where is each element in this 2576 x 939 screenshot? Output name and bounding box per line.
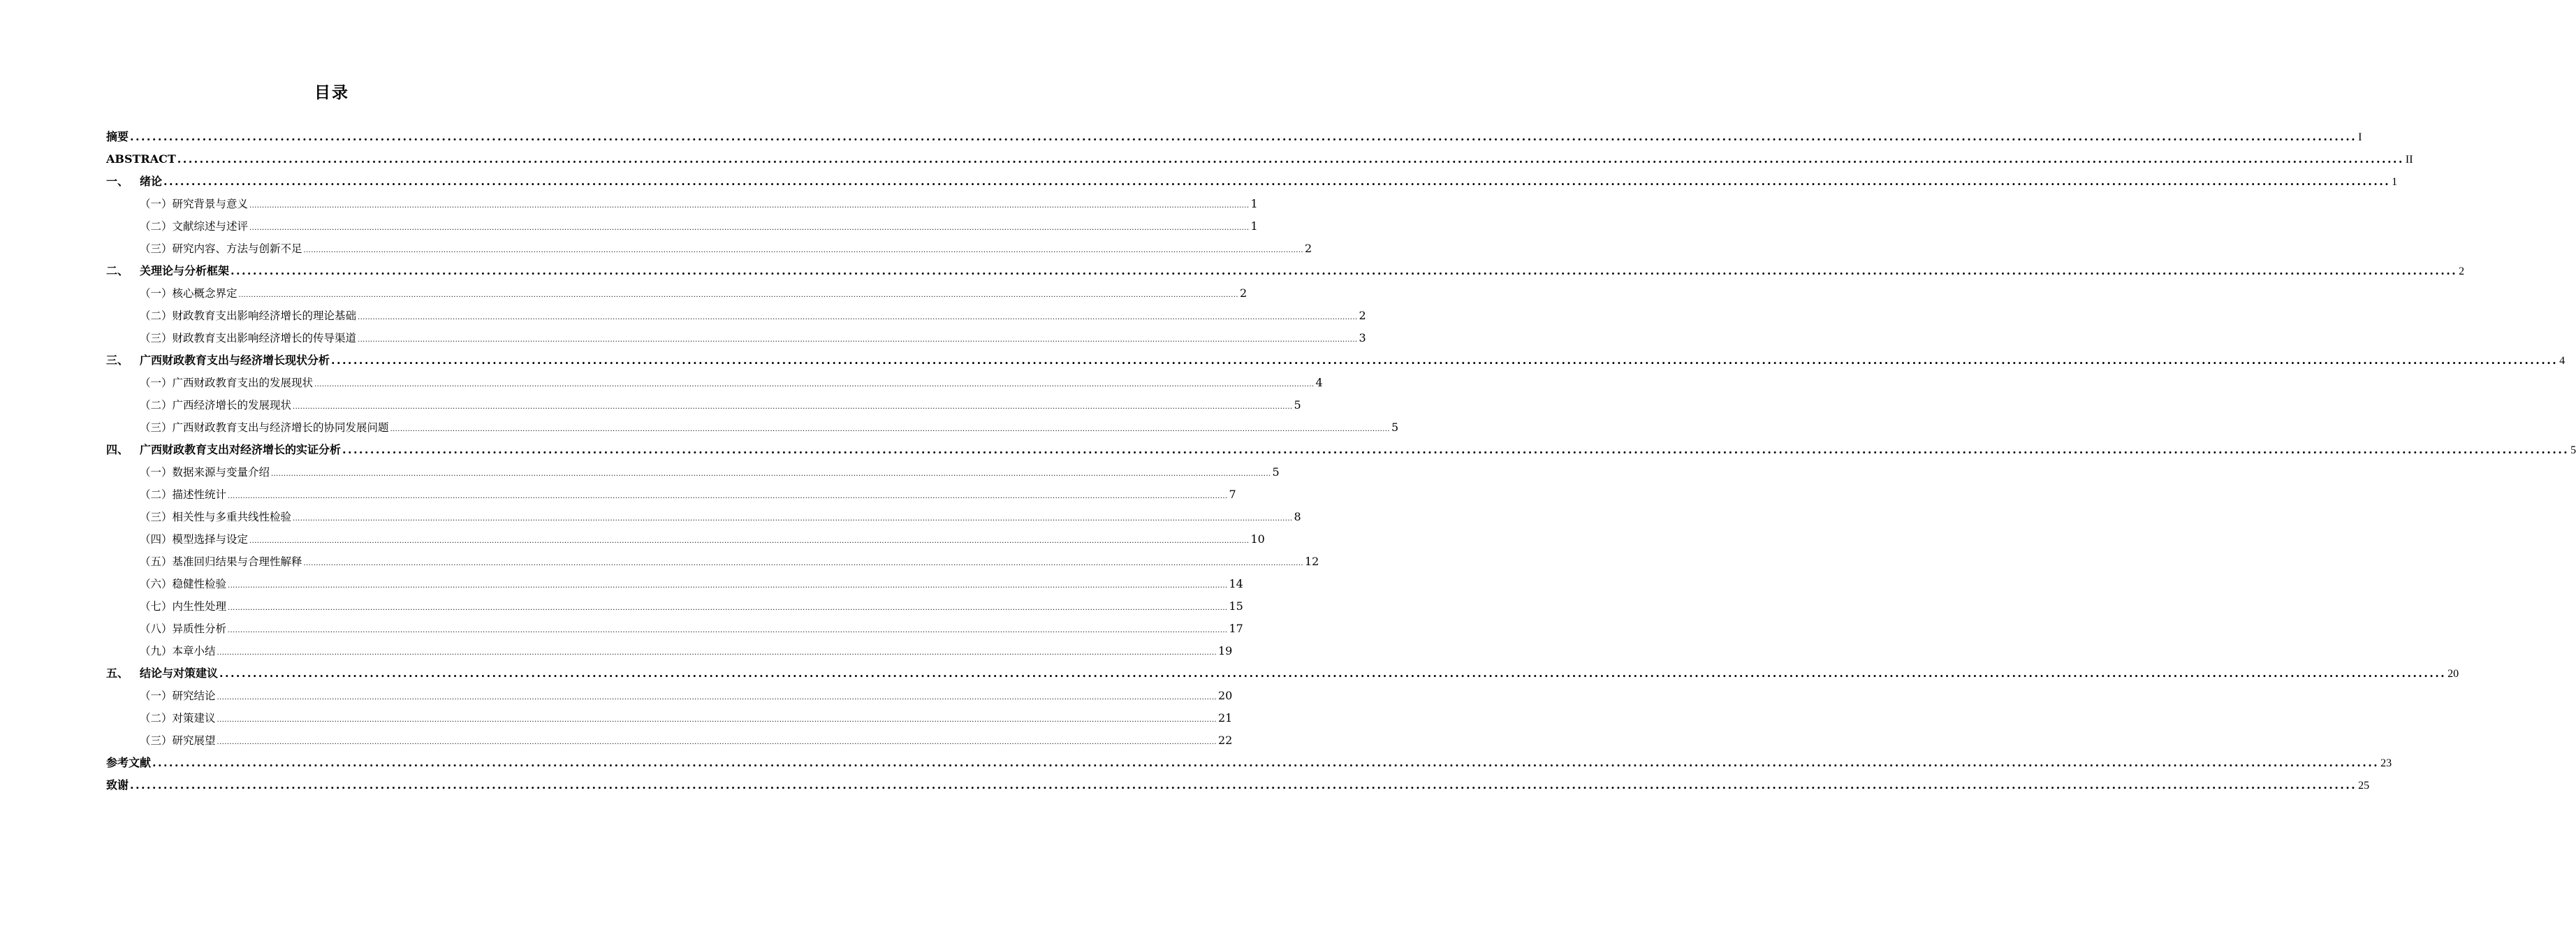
dot-leader: ................................................................................................................................................................................................................................................................................................................................................................................................................	[163, 175, 2391, 188]
toc-subentry[interactable]	[106, 483, 1236, 506]
toc-entry-label: 关理论与分析框架	[140, 264, 230, 277]
dot-leader: ................................................................................................................................................................................................................................................................................................................................................................................................................	[228, 582, 1228, 590]
dot-leader: ................................................................................................................................................................................................................................................................................................................................................................................................................	[238, 291, 1238, 299]
toc-entry-label: （九）本章小结	[140, 645, 216, 657]
toc-entry-label: （一）数据来源与变量介绍	[140, 466, 270, 479]
toc-entry-label: （六）稳健性检验	[140, 578, 227, 590]
toc-page-number: 1	[1250, 197, 1258, 210]
toc-entry-label: 致谢	[106, 778, 129, 792]
dot-leader: ................................................................................................................................................................................................................................................................................................................................................................................................................	[303, 560, 1303, 567]
toc-page-number: 20	[2447, 668, 2459, 680]
dot-leader: ................................................................................................................................................................................................................................................................................................................................................................................................................	[228, 493, 1228, 500]
toc-entry-label: （三）研究展望	[140, 734, 216, 747]
toc-page-number: II	[2405, 154, 2413, 166]
toc-entry-label: （三）广西财政教育支出与经济增长的协同发展问题	[140, 421, 389, 434]
toc-subentry[interactable]	[106, 640, 1233, 662]
dot-leader: ................................................................................................................................................................................................................................................................................................................................................................................................................	[293, 515, 1293, 523]
toc-entry[interactable]	[106, 170, 2398, 193]
dot-leader: ................................................................................................................................................................................................................................................................................................................................................................................................................	[249, 224, 1250, 232]
toc-entry-label: （四）模型选择与设定	[140, 533, 249, 546]
toc-subentry[interactable]	[106, 282, 1247, 305]
toc-entry-label: 广西财政教育支出对经济增长的实证分析	[140, 443, 342, 456]
toc-entry-number: 四、	[106, 443, 129, 456]
toc-page-number: 22	[1218, 734, 1233, 747]
toc-subentry[interactable]	[106, 729, 1233, 752]
toc-page-number: 1	[2392, 176, 2398, 188]
toc-page-number: 12	[1305, 555, 1319, 568]
dot-leader: ................................................................................................................................................................................................................................................................................................................................................................................................................	[358, 336, 1358, 344]
toc-subentry[interactable]	[106, 685, 1233, 707]
dot-leader: ................................................................................................................................................................................................................................................................................................................................................................................................................	[390, 425, 1390, 433]
dot-leader: ................................................................................................................................................................................................................................................................................................................................................................................................................	[217, 649, 1217, 657]
table-of-contents	[106, 126, 2576, 796]
dot-leader: ................................................................................................................................................................................................................................................................................................................................................................................................................	[219, 667, 2447, 680]
toc-entry-label: （三）相关性与多重共线性检验	[140, 511, 292, 523]
dot-leader: ................................................................................................................................................................................................................................................................................................................................................................................................................	[293, 403, 1293, 411]
toc-subentry[interactable]	[106, 238, 1312, 260]
toc-subentry[interactable]	[106, 372, 1323, 394]
toc-subentry[interactable]	[106, 707, 1233, 729]
toc-page-number: 15	[1229, 599, 1243, 613]
toc-subentry[interactable]	[106, 573, 1243, 595]
dot-leader: ................................................................................................................................................................................................................................................................................................................................................................................................................	[358, 314, 1358, 321]
toc-subentry[interactable]	[106, 305, 1366, 327]
toc-entry-number: 五、	[106, 667, 129, 680]
toc-entry-label: 结论与对策建议	[140, 667, 219, 680]
toc-page-number: 3	[1359, 331, 1366, 344]
dot-leader: ................................................................................................................................................................................................................................................................................................................................................................................................................	[303, 247, 1303, 254]
toc-page-number: 17	[1229, 622, 1243, 635]
toc-page-number: 10	[1250, 532, 1265, 546]
toc-entry-label: （七）内生性处理	[140, 600, 227, 613]
dot-leader: ................................................................................................................................................................................................................................................................................................................................................................................................................	[130, 778, 2357, 792]
dot-leader: ................................................................................................................................................................................................................................................................................................................................................................................................................	[152, 756, 2380, 769]
toc-page-number: 4	[1315, 376, 1323, 389]
toc-entry-label: （一）核心概念界定	[140, 287, 237, 300]
dot-leader: ................................................................................................................................................................................................................................................................................................................................................................................................................	[342, 443, 2570, 456]
toc-page-number: 19	[1218, 644, 1233, 657]
dot-leader: ................................................................................................................................................................................................................................................................................................................................................................................................................	[331, 354, 2559, 367]
toc-subentry[interactable]	[106, 528, 1265, 551]
toc-entry[interactable]	[106, 439, 2576, 461]
dot-leader: ................................................................................................................................................................................................................................................................................................................................................................................................................	[230, 264, 2458, 277]
toc-page-number: 7	[1229, 488, 1236, 501]
toc-page-number: 14	[1229, 577, 1243, 590]
toc-page-number: 21	[1218, 711, 1233, 725]
toc-subentry[interactable]	[106, 327, 1366, 349]
toc-subentry[interactable]	[106, 394, 1301, 416]
toc-subentry[interactable]	[106, 193, 1258, 215]
toc-page-number: 2	[1240, 286, 1247, 300]
toc-entry-number: 三、	[106, 354, 129, 367]
toc-entry-label: （三）财政教育支出影响经济增长的传导渠道	[140, 332, 357, 344]
dot-leader: ................................................................................................................................................................................................................................................................................................................................................................................................................	[249, 202, 1250, 210]
toc-page-number: 5	[1391, 421, 1399, 434]
toc-entry-label: （二）文献综述与述评	[140, 220, 249, 233]
toc-entry-number: 二、	[106, 264, 129, 277]
toc-entry[interactable]	[106, 752, 2392, 774]
toc-entry-label: ABSTRACT	[106, 152, 176, 166]
toc-entry-label: （三）研究内容、方法与创新不足	[140, 242, 302, 255]
toc-page-number: 5	[2570, 444, 2576, 456]
toc-entry-label: 摘要	[106, 130, 129, 143]
toc-entry-label: （五）基准回归结果与合理性解释	[140, 555, 302, 568]
toc-page-number: 2	[1305, 242, 1312, 255]
toc-subentry[interactable]	[106, 595, 1243, 618]
toc-entry[interactable]	[106, 662, 2459, 685]
toc-subentry[interactable]	[106, 506, 1301, 528]
toc-subentry[interactable]	[106, 416, 1399, 439]
toc-entry[interactable]	[106, 126, 2362, 148]
dot-leader: ................................................................................................................................................................................................................................................................................................................................................................................................................	[217, 694, 1217, 701]
toc-subentry[interactable]	[106, 461, 1280, 483]
toc-page-number: 25	[2358, 780, 2370, 792]
dot-leader: ................................................................................................................................................................................................................................................................................................................................................................................................................	[228, 627, 1228, 634]
toc-page-number: 2	[1359, 309, 1366, 322]
toc-entry-label: 绪论	[140, 175, 163, 188]
toc-entry[interactable]	[106, 349, 2566, 372]
toc-subentry[interactable]	[106, 551, 1319, 573]
toc-subentry[interactable]	[106, 618, 1243, 640]
dot-leader: ................................................................................................................................................................................................................................................................................................................................................................................................................	[249, 537, 1250, 545]
toc-page-number: 4	[2559, 355, 2566, 367]
toc-page-number: 5	[1294, 398, 1301, 412]
toc-entry-label: （二）财政教育支出影响经济增长的理论基础	[140, 310, 357, 322]
toc-page-number: 1	[1250, 219, 1258, 233]
toc-entry-label: （八）异质性分析	[140, 623, 227, 635]
toc-page-number: 8	[1294, 510, 1301, 523]
toc-entry[interactable]	[106, 260, 2465, 282]
dot-leader: ................................................................................................................................................................................................................................................................................................................................................................................................................	[314, 381, 1315, 388]
toc-entry[interactable]	[106, 774, 2370, 796]
toc-entry-label: （一）研究结论	[140, 690, 216, 702]
toc-entry-label: （一）研究背景与意义	[140, 198, 249, 210]
toc-page-number: 23	[2380, 757, 2392, 769]
toc-title: 目录	[314, 84, 349, 102]
dot-leader: ................................................................................................................................................................................................................................................................................................................................................................................................................	[228, 604, 1228, 612]
toc-entry-label: （二）广西经济增长的发展现状	[140, 399, 292, 412]
toc-page-number: 5	[1272, 465, 1280, 479]
dot-leader: ................................................................................................................................................................................................................................................................................................................................................................................................................	[217, 716, 1217, 724]
toc-subentry[interactable]	[106, 215, 1258, 238]
toc-entry-label: （二）对策建议	[140, 712, 216, 725]
dot-leader: ................................................................................................................................................................................................................................................................................................................................................................................................................	[130, 130, 2357, 143]
toc-page-number: 2	[2459, 265, 2465, 277]
toc-page-number: I	[2358, 131, 2362, 143]
dot-leader: ................................................................................................................................................................................................................................................................................................................................................................................................................	[177, 152, 2404, 166]
toc-page-number: 20	[1218, 689, 1233, 702]
toc-entry-number: 一、	[106, 175, 129, 188]
toc-entry-label: 参考文献	[106, 756, 152, 769]
dot-leader: ................................................................................................................................................................................................................................................................................................................................................................................................................	[271, 470, 1271, 478]
toc-entry[interactable]	[106, 148, 2413, 170]
toc-entry-label: 广西财政教育支出与经济增长现状分析	[140, 354, 330, 367]
toc-entry-label: （二）描述性统计	[140, 488, 227, 501]
dot-leader: ................................................................................................................................................................................................................................................................................................................................................................................................................	[217, 738, 1217, 746]
toc-entry-label: （一）广西财政教育支出的发展现状	[140, 377, 314, 389]
